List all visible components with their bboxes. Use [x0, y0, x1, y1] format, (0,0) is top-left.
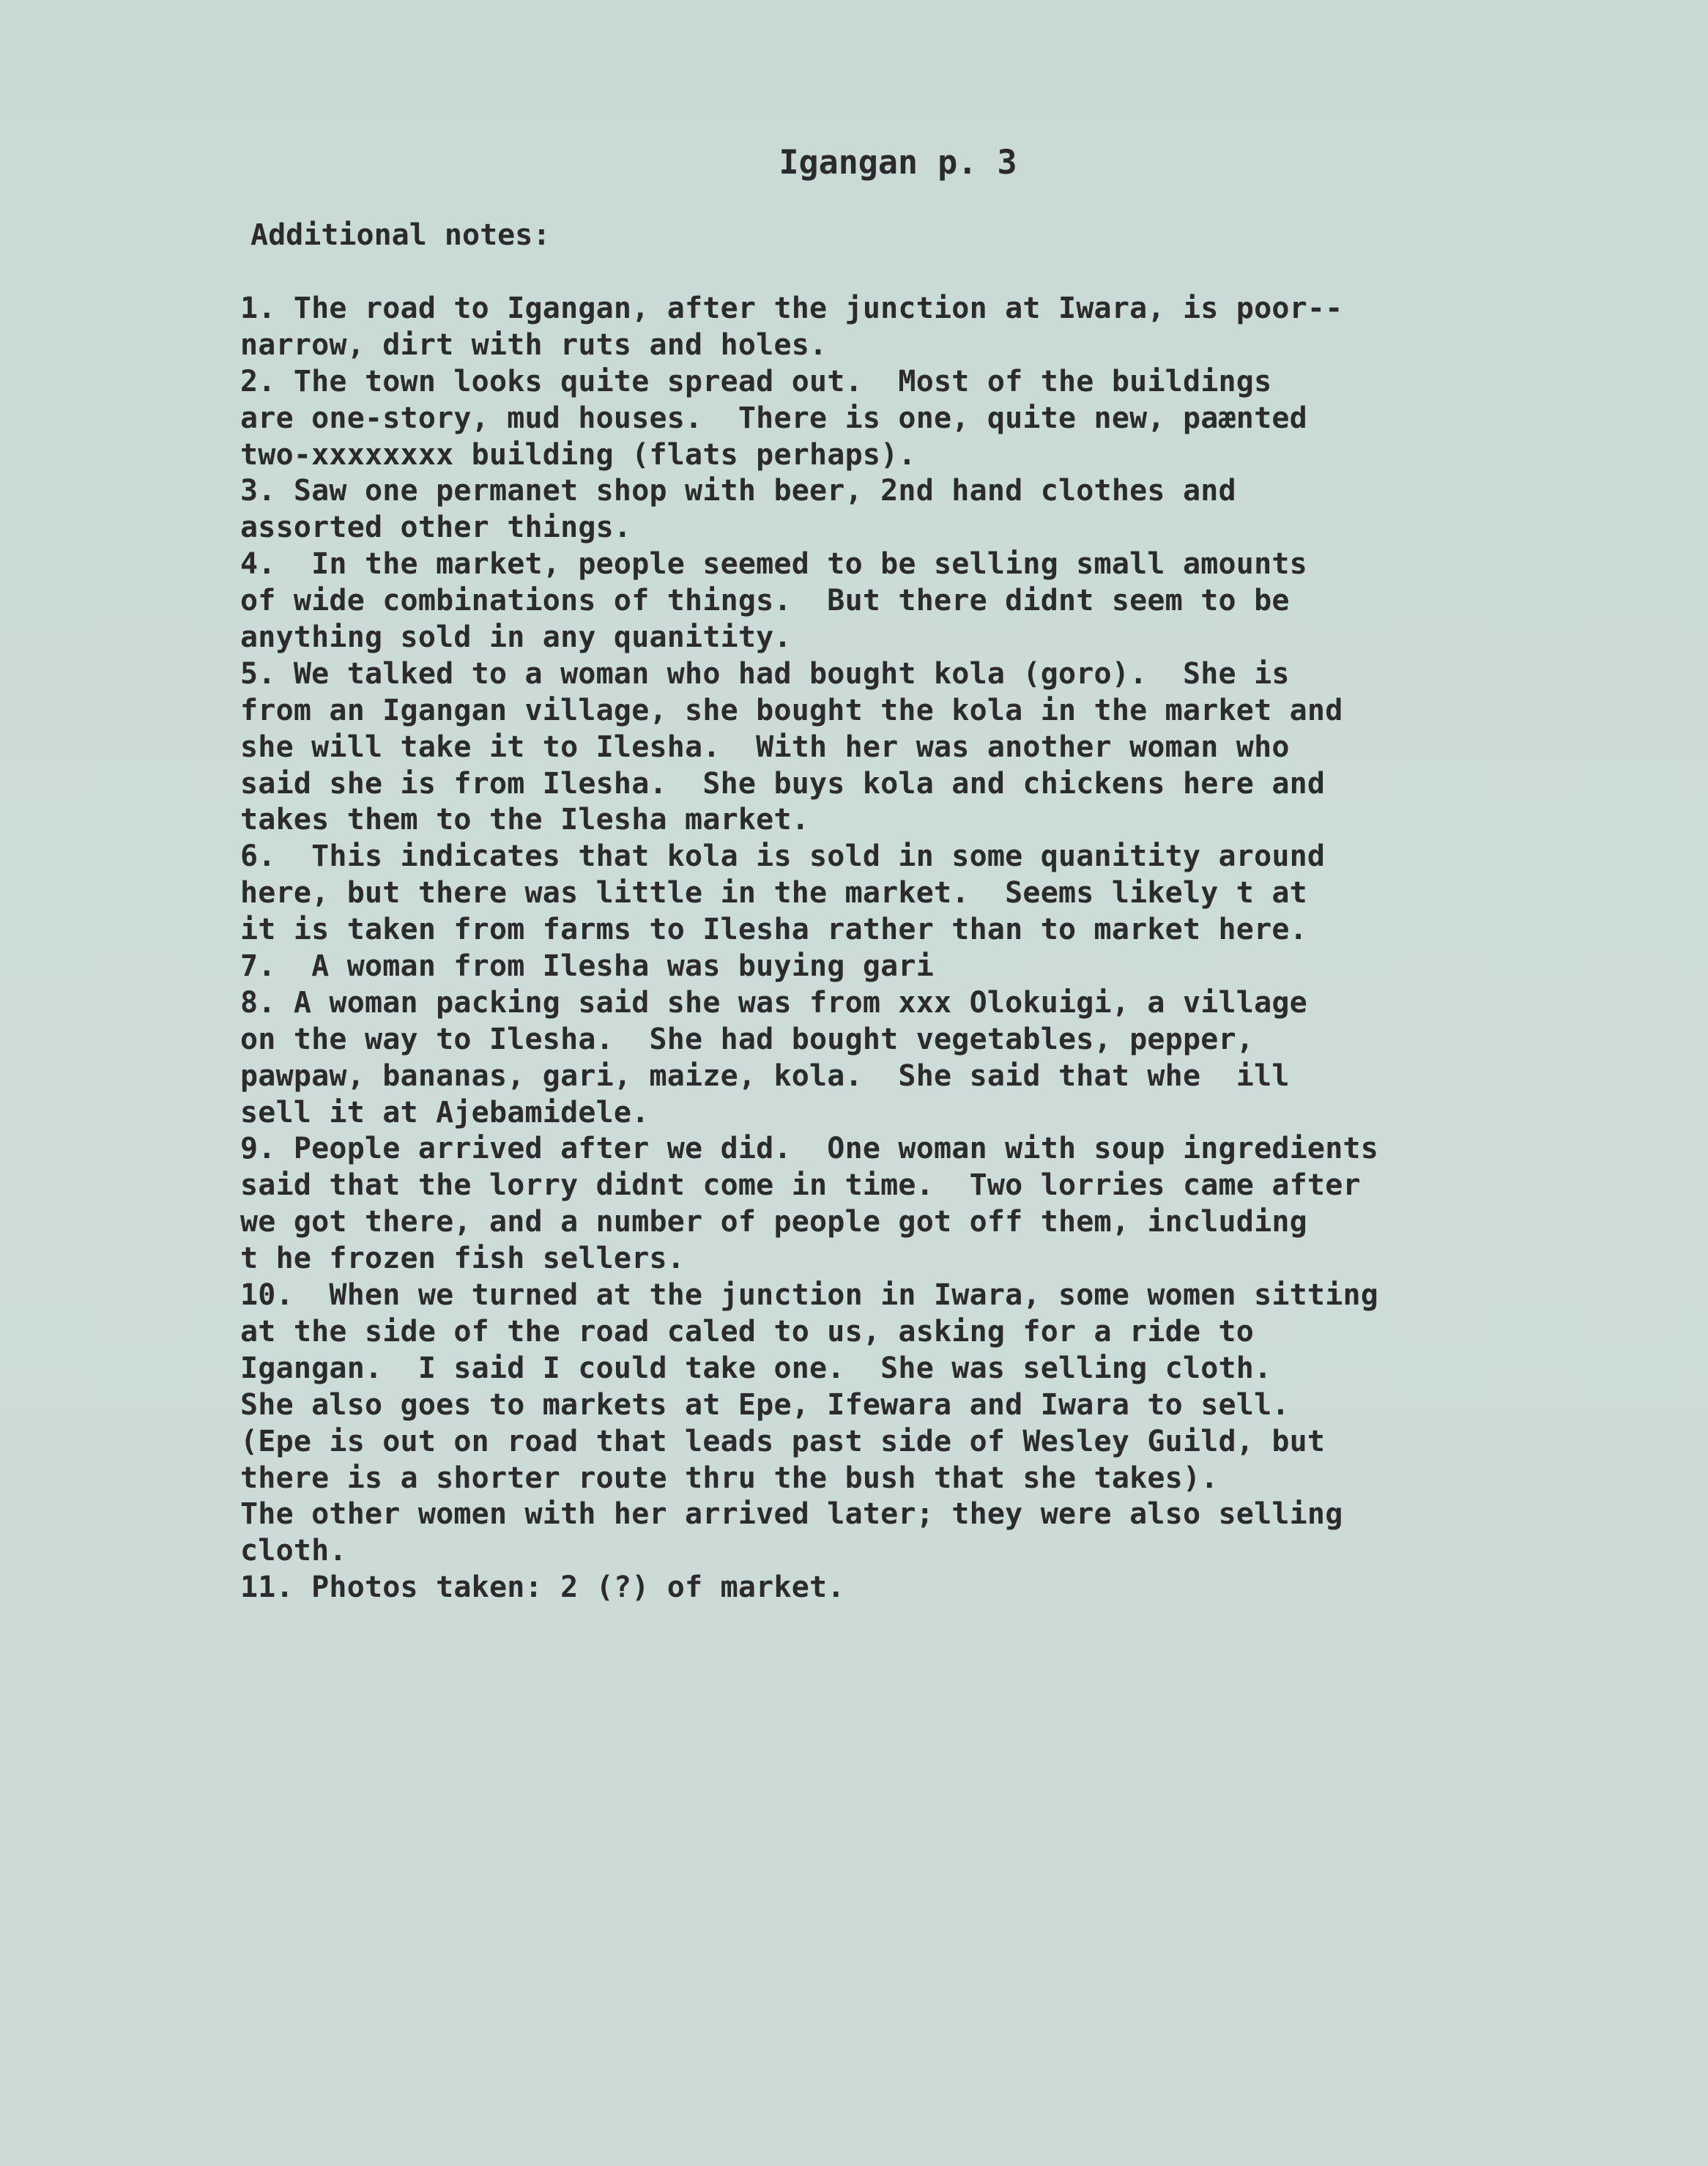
- text-line: takes them to the Ilesha market.: [240, 803, 810, 837]
- text-line: 4. In the market, people seemed to be selling small amounts: [240, 547, 1307, 582]
- text-line: at the side of the road caled to us, asking for a ride to: [240, 1314, 1255, 1349]
- text-line: Igangan. I said I could take one. She was selling cloth.: [240, 1351, 1272, 1385]
- text-line: 5. We talked to a woman who had bought kola (goro). She is: [240, 656, 1290, 691]
- text-line: narrow, dirt with ruts and holes.: [240, 327, 828, 362]
- text-line: here, but there was little in the market. Seems likely t at: [240, 876, 1307, 910]
- text-line: 7. A woman from Ilesha was buying gari: [240, 949, 934, 984]
- text-line: The other women with her arrived later; they were also selling: [240, 1497, 1343, 1532]
- text-line: 10. When we turned at the junction in Iwara, some women sitting: [240, 1278, 1379, 1313]
- text-line: two-xxxxxxxx building (flats perhaps).: [240, 437, 916, 472]
- text-line: sell it at Ajebamidele.: [240, 1095, 650, 1130]
- text-line: said she is from Ilesha. She buys kola and chickens here and: [240, 766, 1326, 801]
- text-line: of wide combinations of things. But there didnt seem to be: [240, 584, 1290, 618]
- text-line: cloth.: [240, 1534, 347, 1568]
- text-line: anything sold in any quanitity.: [240, 620, 792, 655]
- text-line: are one-story, mud houses. There is one, quite new, paænted: [240, 401, 1307, 435]
- text-line: we got there, and a number of people got off them, including: [240, 1205, 1307, 1239]
- notes-body: [240, 291, 1661, 1606]
- text-line: 9. People arrived after we did. One woman with soup ingredients: [240, 1132, 1379, 1166]
- text-line: 6. This indicates that kola is sold in some quanitity around: [240, 839, 1326, 874]
- page-title: Igangan p. 3: [779, 143, 1017, 182]
- text-line: 8. A woman packing said she was from xxx Olokuigi, a village: [240, 985, 1307, 1020]
- text-line: 2. The town looks quite spread out. Most of the buildings: [240, 364, 1272, 398]
- text-line: assorted other things.: [240, 511, 632, 545]
- text-line: t he frozen fish sellers.: [240, 1242, 686, 1276]
- text-line: said that the lorry didnt come in time. Two lorries came after: [240, 1168, 1361, 1203]
- text-line: 3. Saw one permanet shop with beer, 2nd hand clothes and: [240, 474, 1236, 508]
- text-line: from an Igangan village, she bought the kola in the market and: [240, 693, 1343, 727]
- text-line: She also goes to markets at Epe, Ifewara and Iwara to sell.: [240, 1387, 1290, 1422]
- text-line: it is taken from farms to Ilesha rather than to market here.: [240, 913, 1307, 947]
- text-line: 11. Photos taken: 2 (?) of market.: [240, 1570, 845, 1605]
- text-line: she will take it to Ilesha. With her was another woman who: [240, 730, 1290, 764]
- section-heading: Additional notes:: [250, 218, 551, 252]
- text-line: pawpaw, bananas, gari, maize, kola. She said that whe ill: [240, 1058, 1290, 1093]
- text-line: on the way to Ilesha. She had bought vegetables, pepper,: [240, 1022, 1255, 1056]
- text-line: 1. The road to Igangan, after the junction at Iwara, is poor--: [240, 292, 1343, 325]
- text-line: there is a shorter route thru the bush that she takes).: [240, 1461, 1219, 1495]
- text-line: (Epe is out on road that leads past side of Wesley Guild, but: [240, 1424, 1326, 1458]
